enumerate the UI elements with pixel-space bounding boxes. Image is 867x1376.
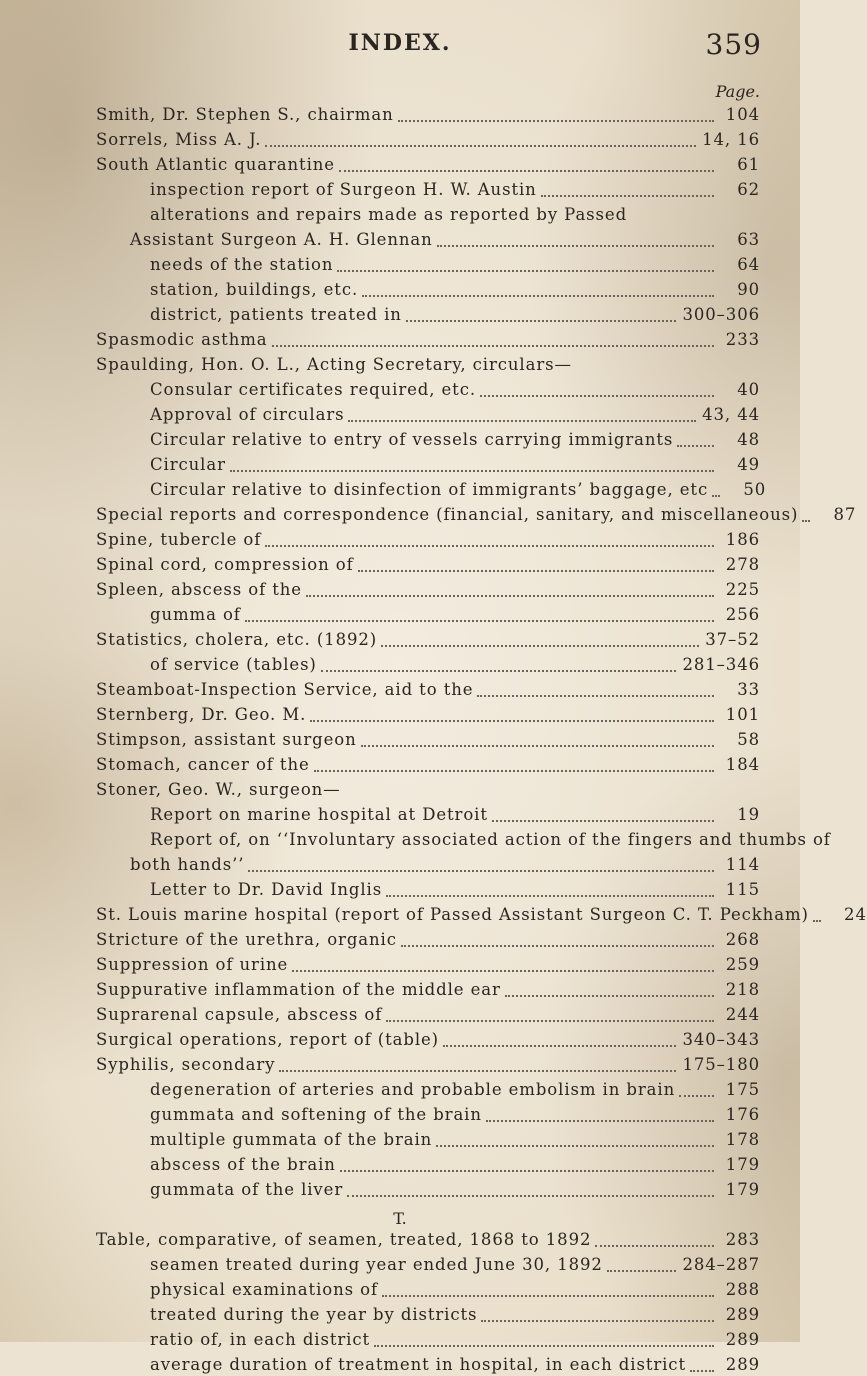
entry-page: 176 (725, 1105, 760, 1124)
entry-page: 233 (725, 330, 760, 349)
index-entry (150, 1354, 760, 1376)
dot-leader (347, 1195, 714, 1197)
entry-page: 19 (737, 805, 760, 824)
dot-leader (406, 320, 677, 322)
entry-page: 101 (725, 705, 760, 724)
entry-text: Stimpson, assistant surgeon (96, 730, 357, 749)
entry-text: South Atlantic quarantine (96, 155, 335, 174)
index-entry (150, 654, 760, 676)
entry-page: 40 (737, 380, 760, 399)
entry-text: Spine, tubercle of (96, 530, 262, 549)
dot-leader (813, 920, 821, 922)
entry-text: Stricture of the urethra, organic (96, 930, 397, 949)
dot-leader (321, 670, 677, 672)
entry-page: 300–306 (682, 305, 760, 324)
entry-page: 62 (737, 180, 760, 199)
dot-leader (436, 1145, 714, 1147)
entry-text: inspection report of Surgeon H. W. Austin (150, 180, 537, 199)
dot-leader (477, 695, 714, 697)
index-entry (150, 1304, 760, 1326)
index-entry (150, 1179, 760, 1201)
entry-page: 48 (737, 430, 760, 449)
index-entry (96, 779, 760, 801)
entry-page: 288 (725, 1280, 760, 1299)
index-entry (96, 329, 760, 351)
dot-leader (381, 645, 699, 647)
index-entry (96, 704, 760, 726)
section-letter: T. (393, 1209, 407, 1228)
index-entry (150, 804, 760, 826)
entry-text: Report of, on ‘‘Involuntary associated action of the fingers and thumbs of (150, 830, 831, 849)
entry-text: Circular relative to disinfection of immigrants’ baggage, etc (150, 480, 709, 499)
entry-page: 14, 16 (702, 130, 760, 149)
entry-text: treated during the year by districts (150, 1305, 478, 1324)
index-entry (96, 679, 760, 701)
index-entry (96, 1229, 760, 1251)
index-entry (96, 629, 760, 651)
dot-leader (340, 1170, 714, 1172)
entry-text: Spasmodic asthma (96, 330, 268, 349)
dot-leader (607, 1270, 677, 1272)
dot-leader (292, 970, 714, 972)
entry-text: Spleen, abscess of the (96, 580, 302, 599)
index-entry (150, 304, 760, 326)
index-entry (150, 454, 760, 476)
entry-text: Letter to Dr. David Inglis (150, 880, 383, 899)
dot-leader (265, 145, 696, 147)
entry-text: gumma of (150, 605, 241, 624)
index-entry (96, 554, 760, 576)
entry-page: 184 (725, 755, 760, 774)
page-column-heading: Page. (715, 82, 760, 101)
index-entry (150, 1129, 760, 1151)
index-entry (150, 404, 760, 426)
entry-page: 50 (743, 480, 767, 499)
index-entry (96, 1004, 760, 1026)
entry-page: 278 (725, 555, 760, 574)
dot-leader (310, 720, 714, 722)
entry-text: Spaulding, Hon. O. L., Acting Secretary, circulars— (96, 355, 572, 374)
entry-text: gummata of the liver (150, 1180, 344, 1199)
dot-leader (230, 470, 714, 472)
index-title: INDEX. (348, 30, 452, 56)
entry-text: Special reports and correspondence (financial, sanitary, and miscellaneous) (96, 505, 799, 524)
entry-text: Sorrels, Miss A. J. (96, 130, 262, 149)
dot-leader (492, 820, 714, 822)
entry-page: 289 (725, 1330, 760, 1349)
entry-text: Table, comparative, of seamen, treated, 1868 to 1892 (96, 1230, 592, 1249)
dot-leader (480, 395, 714, 397)
index-entry (96, 929, 760, 951)
entry-text: Sternberg, Dr. Geo. M. (96, 705, 307, 724)
dot-leader (595, 1245, 714, 1247)
entry-page: 244 (725, 1005, 760, 1024)
dot-leader (248, 870, 714, 872)
index-entry (96, 1029, 760, 1051)
entry-text: Steamboat-Inspection Service, aid to the (96, 680, 474, 699)
entry-text: Surgical operations, report of (table) (96, 1030, 440, 1049)
entry-page: 179 (725, 1180, 760, 1199)
entry-page: 186 (725, 530, 760, 549)
entry-text: Suppurative inflammation of the middle ear (96, 980, 501, 999)
entry-page: 281–346 (682, 655, 760, 674)
entry-text: district, patients treated in (150, 305, 402, 324)
entry-page: 58 (737, 730, 760, 749)
entry-text: Stomach, cancer of the (96, 755, 310, 774)
index-entry (96, 529, 760, 551)
dot-leader (279, 1070, 676, 1072)
entry-text: physical examinations of (150, 1280, 378, 1299)
entry-page: 225 (725, 580, 760, 599)
entry-text: St. Louis marine hospital (report of Passed Assistant Surgeon C. T. Peckham) (96, 905, 809, 924)
index-entry (96, 1054, 760, 1076)
index-entry (96, 104, 760, 126)
entry-text: Report on marine hospital at Detroit (150, 805, 488, 824)
entry-text: multiple gummata of the brain (150, 1130, 433, 1149)
index-entry (130, 854, 760, 876)
dot-leader (314, 770, 714, 772)
entry-page: 256 (725, 605, 760, 624)
index-entry (150, 254, 760, 276)
entry-text: degeneration of arteries and probable embolism in brain (150, 1080, 676, 1099)
index-entry (150, 829, 831, 851)
dot-leader (337, 270, 714, 272)
index-entry (150, 1254, 760, 1276)
entry-page: 178 (725, 1130, 760, 1149)
entry-page: 37–52 (705, 630, 760, 649)
dot-leader (362, 295, 714, 297)
entry-text: Suprarenal capsule, abscess of (96, 1005, 383, 1024)
entry-page: 33 (737, 680, 760, 699)
entry-page: 284–287 (682, 1255, 760, 1274)
entry-text: Assistant Surgeon A. H. Glennan (130, 230, 433, 249)
entry-page: 87 (833, 505, 857, 524)
entry-text: Circular relative to entry of vessels carrying immigrants (150, 430, 674, 449)
dot-leader (339, 170, 714, 172)
dot-leader (690, 1370, 714, 1372)
entry-page: 175 (725, 1080, 760, 1099)
dot-leader (802, 520, 810, 522)
index-entry (96, 579, 760, 601)
index-entry (150, 1279, 760, 1301)
index-entry (96, 754, 760, 776)
page-number: 359 (705, 28, 762, 61)
entry-text: Suppression of urine (96, 955, 289, 974)
dot-leader (382, 1295, 714, 1297)
page-header (0, 28, 800, 68)
dot-leader (481, 1320, 714, 1322)
entry-text: gummata and softening of the brain (150, 1105, 482, 1124)
entry-text: Approval of circulars (150, 405, 345, 424)
entry-text: Spinal cord, compression of (96, 555, 354, 574)
index-entry (150, 1104, 760, 1126)
entry-page: 61 (737, 155, 760, 174)
dot-leader (437, 245, 714, 247)
index-entry (150, 179, 760, 201)
dot-leader (505, 995, 714, 997)
entry-page: 43, 44 (702, 405, 760, 424)
index-entry (150, 479, 767, 501)
index-entry (150, 1329, 760, 1351)
entry-page: 24 (844, 905, 867, 924)
entry-page: 114 (725, 855, 760, 874)
entry-text: both hands’’ (130, 855, 245, 874)
dot-leader (348, 420, 696, 422)
entry-text: Statistics, cholera, etc. (1892) (96, 630, 378, 649)
entry-page: 104 (725, 105, 760, 124)
entry-text: Consular certificates required, etc. (150, 380, 476, 399)
dot-leader (712, 495, 720, 497)
entry-text: of service (tables) (150, 655, 317, 674)
entry-text: Syphilis, secondary (96, 1055, 276, 1074)
dot-leader (386, 1020, 714, 1022)
entry-page: 115 (725, 880, 760, 899)
entry-page: 179 (725, 1155, 760, 1174)
index-entry (96, 979, 760, 1001)
index-entry (150, 279, 760, 301)
index-entry (96, 729, 760, 751)
entry-page: 259 (725, 955, 760, 974)
dot-leader (486, 1120, 714, 1122)
dot-leader (443, 1045, 676, 1047)
entry-text: ratio of, in each district (150, 1330, 370, 1349)
dot-leader (541, 195, 714, 197)
index-entry (96, 354, 760, 376)
index-entry (150, 204, 760, 226)
index-entry (96, 954, 760, 976)
entry-text: station, buildings, etc. (150, 280, 359, 299)
entry-text: average duration of treatment in hospital, in each district (150, 1355, 686, 1374)
index-entry (96, 504, 857, 526)
index-entry (130, 229, 760, 251)
entry-page: 289 (725, 1355, 760, 1374)
entry-text: Stoner, Geo. W., surgeon— (96, 780, 341, 799)
index-entry (150, 879, 760, 901)
entry-page: 340–343 (682, 1030, 760, 1049)
index-entry (96, 154, 760, 176)
entry-text: Smith, Dr. Stephen S., chairman (96, 105, 394, 124)
entry-page: 289 (725, 1305, 760, 1324)
index-entry (150, 379, 760, 401)
entry-page: 49 (737, 455, 760, 474)
entry-page: 268 (725, 930, 760, 949)
entry-page: 283 (725, 1230, 760, 1249)
entry-text: abscess of the brain (150, 1155, 336, 1174)
dot-leader (679, 1095, 714, 1097)
dot-leader (245, 620, 714, 622)
dot-leader (361, 745, 714, 747)
entry-page: 90 (737, 280, 760, 299)
index-entry (150, 1154, 760, 1176)
dot-leader (398, 120, 714, 122)
dot-leader (265, 545, 714, 547)
entry-text: alterations and repairs made as reported by Passed (150, 205, 628, 224)
entry-text: seamen treated during year ended June 30, 1892 (150, 1255, 603, 1274)
dot-leader (401, 945, 714, 947)
dot-leader (306, 595, 714, 597)
dot-leader (677, 445, 714, 447)
entry-page: 218 (725, 980, 760, 999)
entry-page: 175–180 (682, 1055, 760, 1074)
entry-page: 63 (737, 230, 760, 249)
dot-leader (386, 895, 714, 897)
entry-text: Circular (150, 455, 226, 474)
index-entry (96, 129, 760, 151)
entry-page: 64 (737, 255, 760, 274)
entry-text: needs of the station (150, 255, 334, 274)
dot-leader (374, 1345, 714, 1347)
dot-leader (272, 345, 714, 347)
index-entry (150, 1079, 760, 1101)
index-entry (150, 429, 760, 451)
dot-leader (358, 570, 714, 572)
index-entry (96, 904, 867, 926)
index-entry (150, 604, 760, 626)
